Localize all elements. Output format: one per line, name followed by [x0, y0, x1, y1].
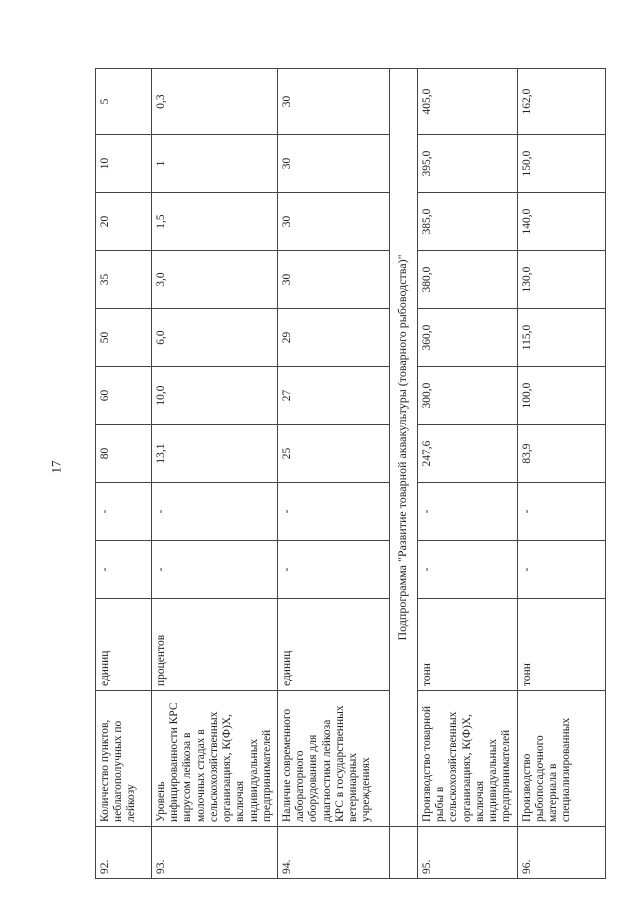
value-cell: 1,5 [152, 193, 278, 251]
row-number: 93. [152, 827, 278, 879]
value-cell: 247,6 [418, 425, 518, 483]
value-cell: 30 [278, 193, 390, 251]
value-cell: 150,0 [517, 135, 605, 193]
value-cell: 35 [96, 251, 152, 309]
value-cell: - [96, 541, 152, 599]
value-cell: 162,0 [517, 69, 605, 135]
value-cell: 27 [278, 367, 390, 425]
value-cell: - [152, 541, 278, 599]
value-cell: - [152, 483, 278, 541]
table-sheet [95, 69, 635, 879]
value-cell: 140,0 [517, 193, 605, 251]
value-cell: 0,3 [152, 69, 278, 135]
subprogram-row [390, 69, 418, 879]
value-cell: 80 [96, 425, 152, 483]
indicator-name: Уровень инфицированности КРС вирусом лейкоза в молочных стадах в сельскохозяйственных организациях, К(Ф)Х, включая индивидуальных предпринимателей [152, 691, 278, 827]
value-cell: 380,0 [418, 251, 518, 309]
row-number: 95. [418, 827, 518, 879]
unit-cell: единиц [96, 599, 152, 691]
value-cell: - [278, 541, 390, 599]
value-cell: 115,0 [517, 309, 605, 367]
value-cell: - [96, 483, 152, 541]
unit-cell: процентов [152, 599, 278, 691]
value-cell: 30 [278, 251, 390, 309]
value-cell: 60 [96, 367, 152, 425]
value-cell: 50 [96, 309, 152, 367]
rotated-table-container [95, 69, 635, 879]
unit-cell: тонн [418, 599, 518, 691]
value-cell: 10,0 [152, 367, 278, 425]
value-cell: - [517, 483, 605, 541]
value-cell: 100,0 [517, 367, 605, 425]
table-row [517, 69, 605, 879]
unit-cell: тонн [517, 599, 605, 691]
indicator-name: Производство рыбопосадочного материала в специализированных [517, 691, 605, 827]
unit-cell: единиц [278, 599, 390, 691]
table-row [418, 69, 518, 879]
value-cell: 395,0 [418, 135, 518, 193]
row-number: 94. [278, 827, 390, 879]
value-cell: 6,0 [152, 309, 278, 367]
row-number: 96. [517, 827, 605, 879]
value-cell: - [418, 541, 518, 599]
value-cell: 20 [96, 193, 152, 251]
value-cell: 83,9 [517, 425, 605, 483]
indicators-table [95, 68, 606, 879]
value-cell: 13,1 [152, 425, 278, 483]
indicator-name: Производство товарной рыбы в сельскохозяйственных организациях, К(Ф)Х, включая индивидуальных предпринимателей [418, 691, 518, 827]
indicator-name: Наличие современного лабораторного оборудования для диагностики лейкоза КРС в государственных ветеринарных учреждениях [278, 691, 390, 827]
value-cell: 360,0 [418, 309, 518, 367]
value-cell: - [517, 541, 605, 599]
value-cell: 29 [278, 309, 390, 367]
subprogram-title: Подпрограмма "Развитие товарной аквакультуры (товарного рыбоводства)" [390, 69, 418, 827]
indicator-name: Количество пунктов, неблагополучных по лейкозу [96, 691, 152, 827]
table-row [96, 69, 152, 879]
value-cell: 385,0 [418, 193, 518, 251]
value-cell: 30 [278, 135, 390, 193]
row-number: 92. [96, 827, 152, 879]
value-cell: 25 [278, 425, 390, 483]
row-number-empty [390, 827, 418, 879]
value-cell: 10 [96, 135, 152, 193]
page-number: 17 [48, 460, 64, 474]
table-row [152, 69, 278, 879]
table-row [278, 69, 390, 879]
value-cell: 5 [96, 69, 152, 135]
value-cell: 30 [278, 69, 390, 135]
value-cell: 405,0 [418, 69, 518, 135]
value-cell: - [418, 483, 518, 541]
value-cell: 1 [152, 135, 278, 193]
value-cell: - [278, 483, 390, 541]
value-cell: 300,0 [418, 367, 518, 425]
value-cell: 130,0 [517, 251, 605, 309]
value-cell: 3,0 [152, 251, 278, 309]
